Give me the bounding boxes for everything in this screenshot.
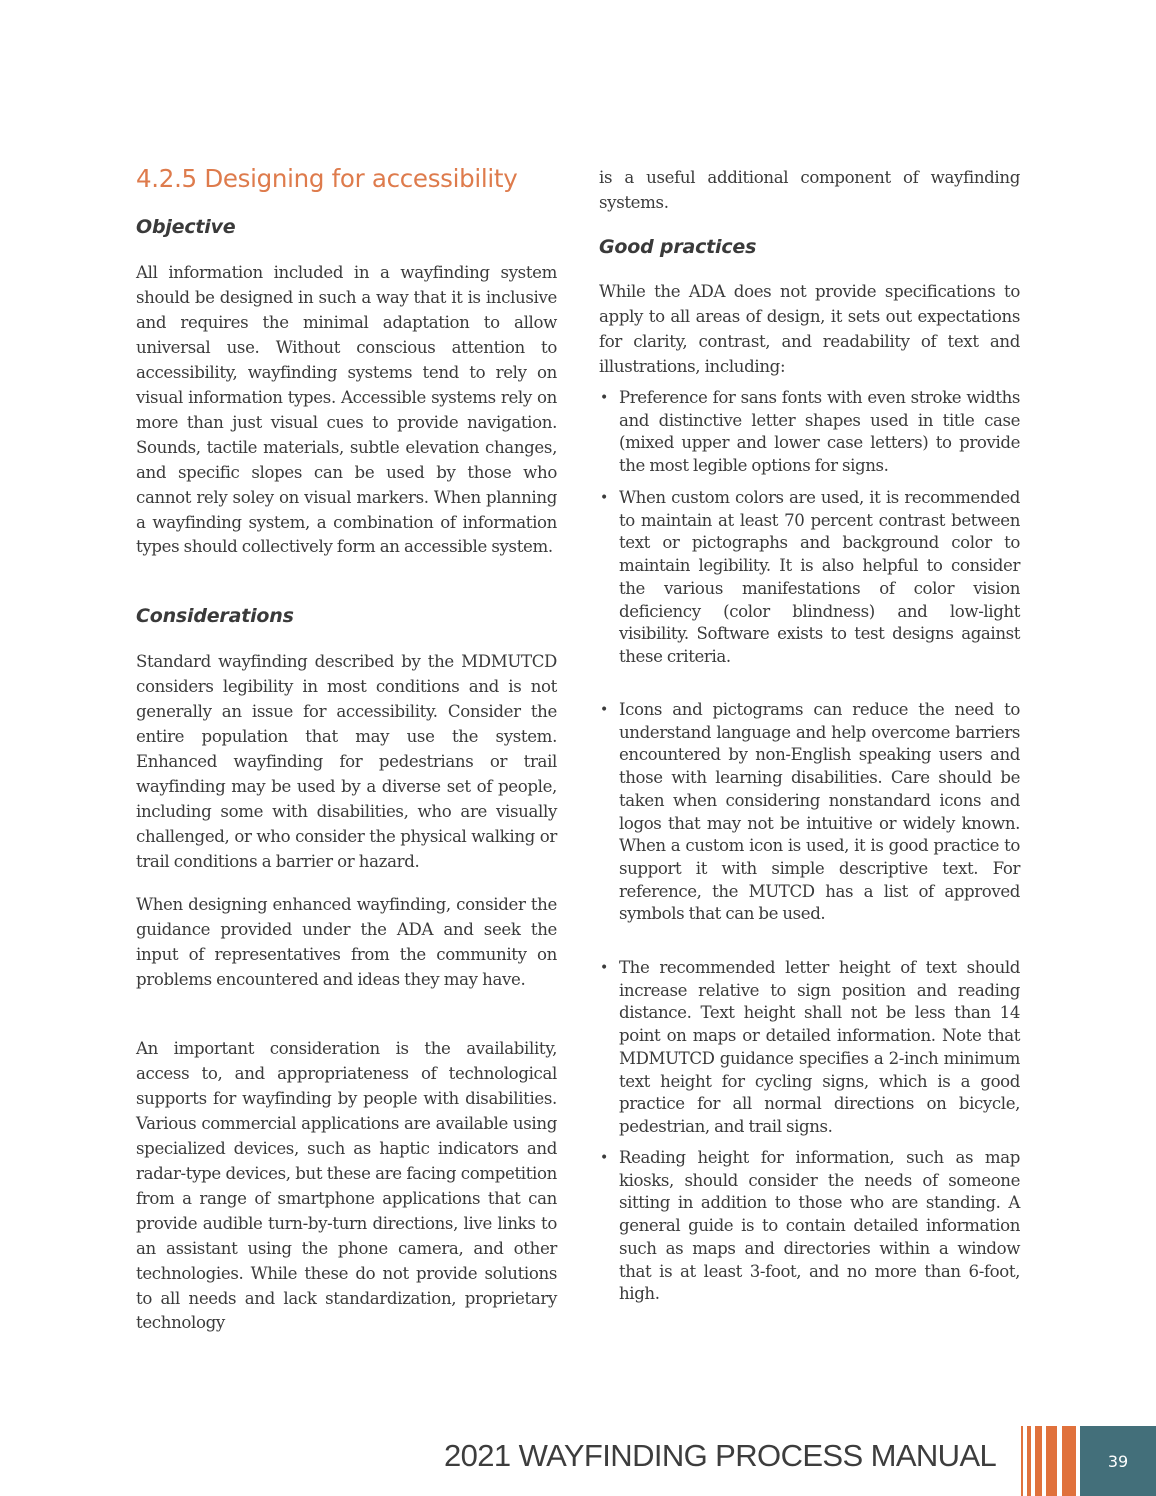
- stripe: [1035, 1426, 1042, 1496]
- bullet-icon: •: [600, 960, 608, 976]
- considerations-paragraph-1: Standard wayfinding described by the MDMUTCD considers legibility in most conditions and is not generally an issue for accessibility. Consider the entire population that may use the system. Enhanced wayfinding for pedestrians or trail wayfinding may be used by a diverse set of people, including some with disabilities, who are visually challenged, or who consider the physical walking or trail conditions a barrier or hazard.: [136, 652, 557, 871]
- list-item: • When custom colors are used, it is recommended to maintain at least 70 percent contrast between text or pictographs and background color to maintain legibility. It is also helpful to consider the various manifestations of color vision deficiency (color blindness) and low-light visibility. Software exists to test designs against these criteria.: [600, 488, 1020, 666]
- page-number-badge: [1080, 1426, 1156, 1496]
- section-title: 4.2.5 Designing for accessibility: [136, 164, 518, 193]
- stripe: [1046, 1426, 1057, 1496]
- considerations-paragraph-2: When designing enhanced wayfinding, consider the guidance provided under the ADA and seek the input of representatives from the community on problems encountered and ideas they may have.: [136, 895, 557, 989]
- considerations-heading: Considerations: [136, 605, 294, 627]
- list-item: • Preference for sans fonts with even stroke widths and distinctive letter shapes used in title case (mixed upper and lower case letters) to provide the most legible options for signs.: [600, 388, 1020, 476]
- bullet-icon: •: [600, 490, 608, 506]
- stripe: [1021, 1426, 1023, 1496]
- objective-paragraph: All information included in a wayfinding system should be designed in such a way that it is inclusive and requires the minimal adaptation to allow universal use. Without conscious attention to accessibility, wayfinding systems tend to rely on visual information types. Accessible systems rely on more than just visual cues to provide navigation. Sounds, tactile materials, subtle elevation changes, and specific slopes can be used by those who cannot rely soley on visual markers. When planning a wayfinding system, a combination of information types should collectively form an accessible system.: [136, 263, 557, 557]
- stripe: [1062, 1426, 1076, 1496]
- bullet-icon: •: [600, 702, 608, 718]
- page-number: 39: [1107, 1451, 1129, 1471]
- stripe: [1027, 1426, 1031, 1496]
- considerations-paragraph-3: An important consideration is the availability, access to, and appropriateness of technological supports for wayfinding by people with disabilities. Various commercial applications are available using specialized devices, such as haptic indicators and radar-type devices, but these are facing competition from a range of smartphone applications that can provide audible turn-by-turn directions, live links to an assistant using the phone camera, and other technologies. While these do not provide solutions to all needs and lack standardization, proprietary technology: [136, 1039, 557, 1333]
- list-item: • The recommended letter height of text should increase relative to sign position and reading distance. Text height shall not be less than 14 point on maps or detailed information. Note that MDMUTCD guidance specifies a 2-inch minimum text height for cycling signs, which is a good practice for all normal directions on bicycle, pedestrian, and trail signs.: [600, 958, 1020, 1136]
- continuation-paragraph: is a useful additional component of wayfinding systems.: [599, 168, 1020, 212]
- bullet-icon: •: [600, 390, 608, 406]
- bullet-icon: •: [600, 1150, 608, 1166]
- list-item: • Reading height for information, such as map kiosks, should consider the needs of someone sitting in addition to those who are standing. A general guide is to contain detailed information such as maps and directories within a window that is at least 3-foot, and no more than 6-foot, high.: [600, 1148, 1020, 1304]
- good-practices-intro: While the ADA does not provide specifications to apply to all areas of design, it sets out expectations for clarity, contrast, and readability of text and illustrations, including:: [599, 282, 1020, 376]
- objective-heading: Objective: [136, 216, 236, 238]
- list-item: • Icons and pictograms can reduce the need to understand language and help overcome barriers encountered by non-English speaking users and those with learning disabilities. Care should be taken when considering nonstandard icons and logos that may not be intuitive or widely known. When a custom icon is used, it is good practice to support it with simple descriptive text. For reference, the MUTCD has a list of approved symbols that can be used.: [600, 700, 1020, 924]
- footer-manual-title: 2021 WAYFINDING PROCESS MANUAL: [444, 1438, 997, 1473]
- good-practices-heading: Good practices: [599, 236, 757, 258]
